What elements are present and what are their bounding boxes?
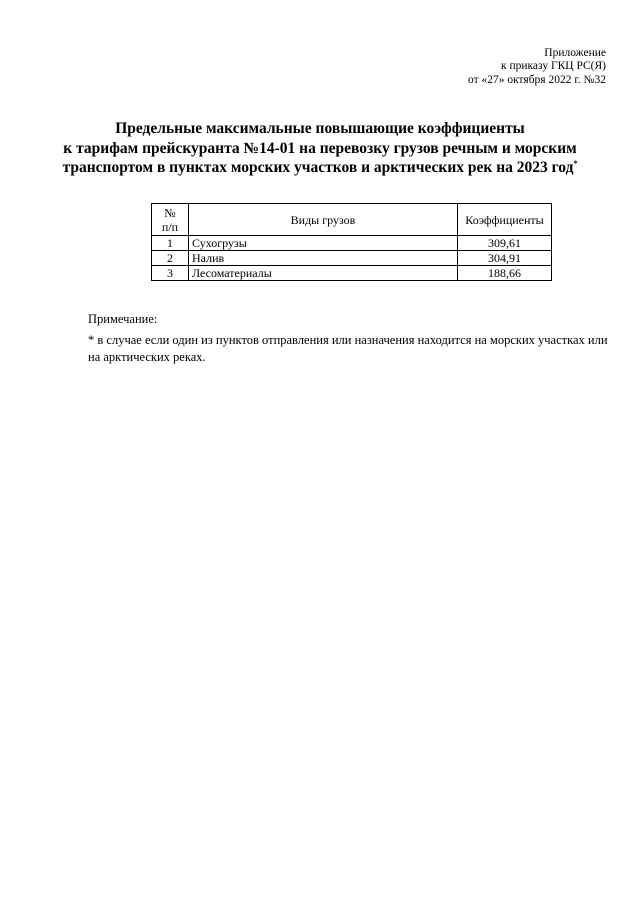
document-title [0,119,640,178]
row-coefficient: 304,91 [458,251,552,266]
row-number: 3 [152,266,189,281]
row-cargo-name: Лесоматериалы [189,266,458,281]
table-row [152,266,552,281]
table-row [152,251,552,266]
title-line-2: к тарифам прейскуранта №14-01 на перевозку грузов речным и морским [63,139,577,157]
row-cargo-name: Налив [189,251,458,266]
row-number: 2 [152,251,189,266]
row-number: 1 [152,236,189,251]
header-number-abbr: п/п [161,219,179,234]
row-coefficient: 188,66 [458,266,552,281]
row-coefficient: 309,61 [458,236,552,251]
note-label: Примечание: [88,312,158,326]
footnote-mark: * [573,159,578,168]
header-cargo-type: Виды грузов [189,204,458,236]
appendix-title: Приложение [544,47,606,59]
appendix-reference [468,47,606,87]
appendix-date: от «27» октября 2022 г. №32 [467,73,606,86]
table-row [152,236,552,251]
header-number-sign: № [164,205,176,220]
appendix-order-ref: к приказу ГКЦ РС(Я) [501,60,606,73]
table-header-row [152,204,552,236]
header-number [152,204,189,236]
row-cargo-name: Сухогрузы [189,236,458,251]
title-line-3 [0,158,640,178]
note-text: * в случае если один из пунктов отправления или назначения находится на морских участках или на арктических реках. [88,333,608,364]
title-line-1: Предельные максимальные повышающие коэффициенты [115,120,525,137]
title-line-3-text: транспортом в пунктах морских участков и арктических рек на 2023 год [62,159,574,176]
header-coefficient: Коэффициенты [458,204,552,236]
coefficients-table [151,203,552,281]
